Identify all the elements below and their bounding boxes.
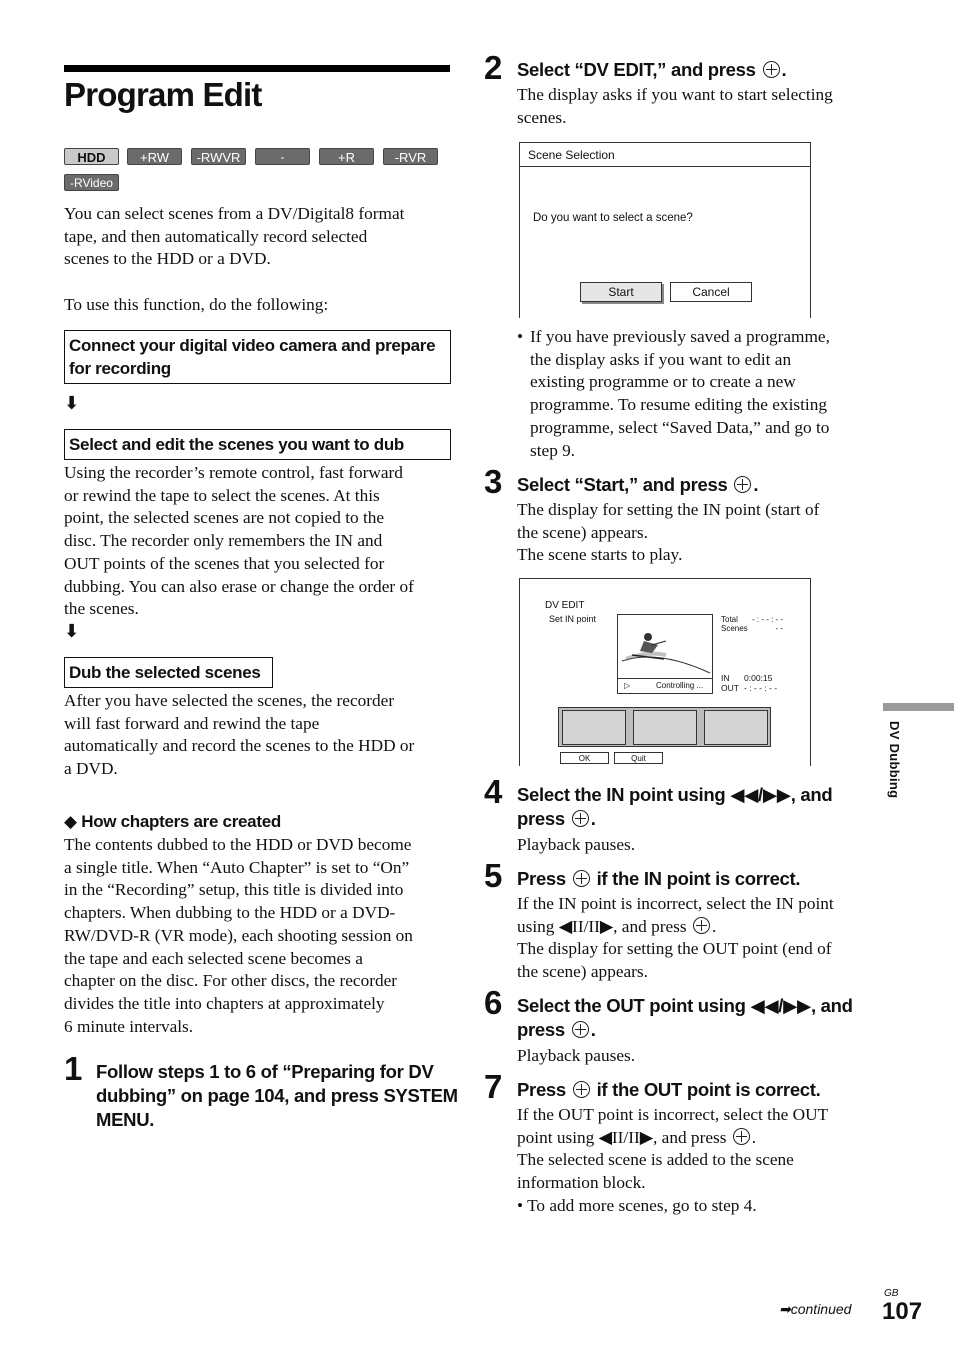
intro-instruction: To use this function, do the following: [64,295,329,314]
enter-button-icon [572,1021,589,1038]
step-7-heading: Press if the OUT point is correct. [517,1079,821,1100]
step-4-body: Playback pauses. [517,835,636,854]
page-title: Program Edit [64,76,262,113]
scene-thumbnail[interactable] [633,710,697,745]
intro-paragraph: You can select scenes from a DV/Digital8 format tape, and then automatically record selected scenes to the HDD or a DVD. [64,204,405,269]
quit-button[interactable]: Quit [614,752,663,764]
badge-minus-rw-video: -RWVideo [255,148,310,165]
region-code: GB [884,1288,899,1299]
dv-edit-subtitle: Set IN point [549,614,597,624]
badge-hdd: HDD [64,148,119,165]
step-7-number: 7 [484,1068,503,1105]
step-3-body: The display for setting the IN point (start of the scene) appears. The scene starts to play. [517,500,820,565]
side-tab-label: DV Dubbing [887,721,902,799]
flow-select-text: Using the recorder’s remote control, fast forward or rewind the tape to select the scenes. At this point, the selected scenes are not copied to the disc. The recorder only remembers the IN and OUT points of the scenes that you selected for dubbing. You can also erase or change the order of the scenes. [64,463,414,619]
badge-minus-r-vr: -RVR [383,148,438,165]
in-out-values: 0:00:15 - : - - : - - [744,673,778,693]
in-out-labels: IN OUT [721,673,739,693]
dialog-question: Do you want to select a scene? [533,212,693,224]
step-3-number: 3 [484,463,503,500]
step-2-number: 2 [484,49,503,86]
side-tab-bar [883,703,954,711]
step-4-heading: Select the IN point using ◀◀/▶▶, and press . [517,784,833,829]
badge-minus-rw-vr: -RWVR [191,148,246,165]
step-3-heading: Select “Start,” and press . [517,474,759,495]
step-6-body: Playback pauses. [517,1046,636,1065]
step-5-heading: Press if the IN point is correct. [517,868,801,889]
step-6-number: 6 [484,984,503,1021]
skier-image [618,615,712,677]
enter-button-icon [733,1128,750,1145]
video-preview [617,614,713,694]
step-2-body: The display asks if you want to start selecting scenes. [517,85,833,127]
total-scenes-values: - : - - : - - - - [752,615,784,633]
scene-selection-dialog [519,142,811,318]
badge-plus-rw: +RW [127,148,182,165]
page-number: 107 [882,1298,923,1325]
arrow-right-icon: ➡ [779,1301,791,1317]
chapters-heading: ◆ How chapters are created [64,812,281,831]
badge-minus-r-video: -RVideo [64,174,119,191]
dv-edit-screen [519,578,811,766]
scene-thumbnail[interactable] [704,710,768,745]
scene-thumbnail[interactable] [562,710,626,745]
flow-dub-text: After you have selected the scenes, the recorder will fast forward and rewind the tape automatically and record the scenes to the HDD or a DVD. [64,691,415,779]
dialog-title: Scene Selection [520,143,810,167]
step-1-heading: Follow steps 1 to 6 of “Preparing for DV dubbing” on page 104, and press SYSTEM MENU. [96,1061,458,1130]
enter-button-icon [734,476,751,493]
dv-edit-title: DV EDIT [545,600,585,611]
cancel-button[interactable]: Cancel [670,282,752,302]
step-2-heading: Select “DV EDIT,” and press . [517,59,787,80]
step-5-number: 5 [484,857,503,894]
enter-button-icon [572,810,589,827]
enter-button-icon [573,870,590,887]
chapters-text: The contents dubbed to the HDD or DVD become a single title. When “Auto Chapter” is set to “On” in the “Recording” setup, this title is divided into chapters. When dubbing to the HDD or a DVD- RW/DVD-R (VR mode), each shooting session on the tape and each selected scene becomes a chapter on the disc. For other discs, the recorder divides the title into chapters at approximately 6 minute intervals. [64,835,413,1036]
step-4-number: 4 [484,773,503,810]
step-7-body: If the OUT point is incorrect, select the OUT point using ◀II/II▶, and press . The selected scene is added to the scene information block. • To add more scenes, go to step 4. [517,1105,829,1215]
scene-info-block [558,707,771,747]
enter-button-icon [573,1081,590,1098]
flow-box-connect: Connect your digital video camera and prepare for recording [64,330,451,384]
flow-box-dub: Dub the selected scenes [64,657,273,688]
play-icon: ▷ [624,681,631,690]
continued-note: ➡continued [779,1301,852,1317]
preview-status-bar: ▷ Controlling ... [618,678,712,693]
flow-box-select: Select and edit the scenes you want to dub [64,429,451,460]
step-1-number: 1 [64,1050,83,1087]
enter-button-icon [763,61,780,78]
step-6-heading: Select the OUT point using ◀◀/▶▶, and press . [517,995,853,1040]
step-5-body: If the IN point is incorrect, select the IN point using ◀II/II▶, and press . The display for setting the OUT point (end of the scene) appears. [517,894,834,982]
diamond-icon: ◆ [64,812,77,831]
ok-button[interactable]: OK [560,752,609,764]
total-scenes-labels: Total Scenes [721,615,748,633]
enter-button-icon [693,917,710,934]
flow-arrow-icon: ⬇ [64,621,80,642]
step-2-bullet-marker: • [517,327,524,346]
start-button[interactable]: Start [580,282,662,302]
flow-arrow-icon: ⬇ [64,393,80,414]
badge-plus-r: +R [319,148,374,165]
step-2-bullet: If you have previously saved a programme, the display asks if you want to edit an existing programme or to create a new programme. To resume editing the existing programme, select “Saved Data,” and go to step 9. [530,327,830,460]
title-rule [64,65,450,72]
